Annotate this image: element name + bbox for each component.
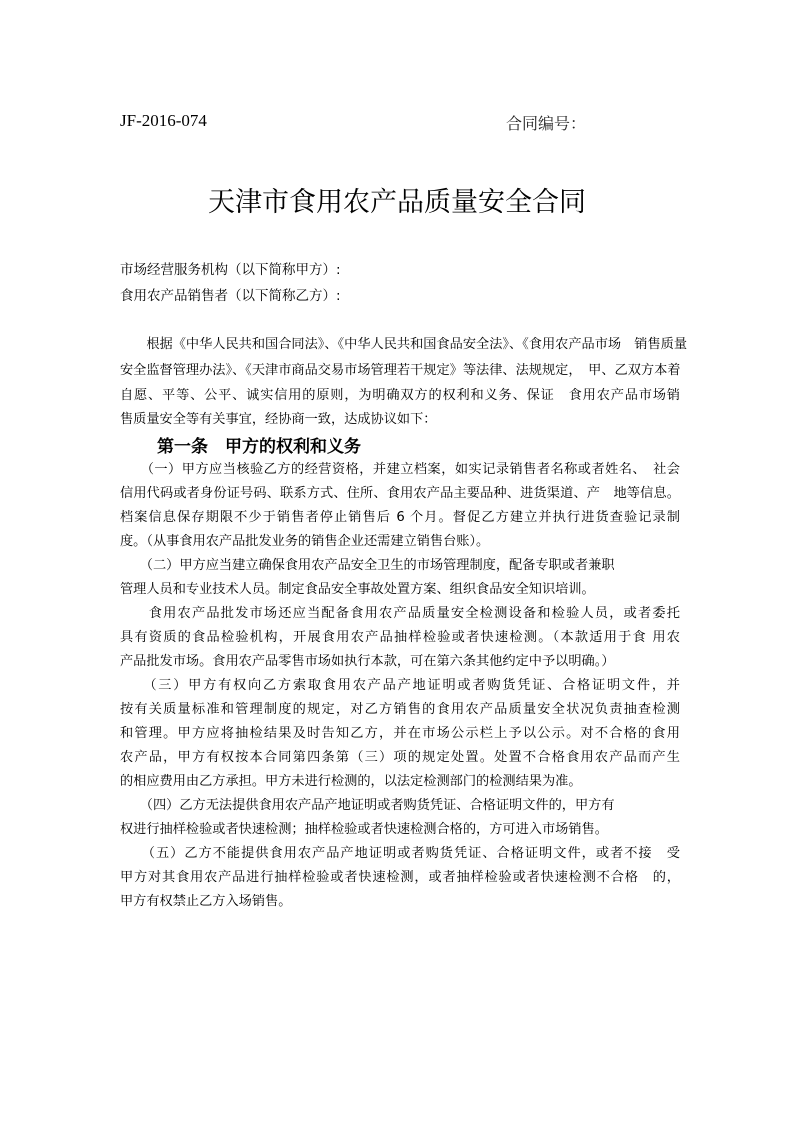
article-heading: 第一条 甲方的权利和义务: [157, 437, 361, 457]
article-line: 权进行抽样检验或者快速检测；抽样检验或者快速检测合格的，方可进入市场销售。: [120, 822, 608, 837]
article-line: 度。（从事食用农产品批发业务的销售企业还需建立销售台账）。: [120, 534, 490, 549]
article-line: 食用农产品批发市场还应当配备食用农产品质量安全检测设备和检验人员，或者委托: [120, 606, 680, 621]
preamble-line: 根据《中华人民共和国合同法》、《中华人民共和国食品安全法》、《食用农产品市场 销售质量: [120, 337, 688, 352]
preamble-line: 安全监督管理办法》、《天津市商品交易市场管理若干规定》等法律、法规规定， 甲、乙双方本着: [120, 363, 681, 378]
article-line: 甲方对其食用农产品进行抽样检验或者快速检测，或者抽样检验或者快速检测不合格 的，: [120, 870, 680, 885]
article-line: 农产品，甲方有权按本合同第四条第（三）项的规定处置。处置不合格食用农产品而产生: [120, 750, 680, 765]
article-line: 管理人员和专业技术人员。制定食品安全事故处置方案、组织食品安全知识培训。: [120, 582, 595, 597]
party-a-line: 市场经营服务机构（以下简称甲方）:: [120, 262, 341, 278]
article-line: （二）甲方应当建立确保食用农产品安全卫生的市场管理制度，配备专职或者兼职: [120, 558, 615, 573]
article-line: 和管理。甲方应将抽检结果及时告知乙方，并在市场公示栏上予以公示。对不合格的食用: [120, 726, 680, 741]
article-line: 信用代码或者身份证号码、联系方式、住所、食用农产品主要品种、进货渠道、产 地等信息。: [120, 486, 680, 501]
article-line: 产品批发市场。食用农产品零售市场如执行本款，可在第六条其他约定中予以明确。）: [120, 654, 615, 669]
article-line: 的相应费用由乙方承担。甲方未进行检测的，以法定检测部门的检测结果为准。: [120, 774, 582, 789]
document-code: JF-2016-074: [120, 111, 207, 130]
article-line: 具有资质的食品检验机构，开展食用农产品抽样检验或者快速检测。（本款适用于食 用农: [120, 630, 680, 645]
preamble-line: 售质量安全等有关事宜，经协商一致，达成协议如下：: [120, 412, 437, 427]
article-line: （四）乙方无法提供食用农产品产地证明或者购货凭证、合格证明文件的，甲方有: [120, 798, 615, 813]
article-line: （一）甲方应当核验乙方的经营资格，并建立档案，如实记录销售者名称或者姓名、 社会: [120, 462, 680, 477]
document-title: 天津市食用农产品质量安全合同: [208, 187, 586, 218]
article-line: 按有关质量标准和管理制度的规定，对乙方销售的食用农产品质量安全状况负责抽查检测: [120, 702, 680, 717]
article-line: 甲方有权禁止乙方入场销售。: [120, 894, 292, 909]
article-line: （五）乙方不能提供食用农产品产地证明或者购货凭证、合格证明文件，或者不接 受: [120, 846, 680, 861]
preamble-line: 自愿、平等、公平、诚实信用的原则，为明确双方的权利和义务、保证 食用农产品市场销: [120, 388, 680, 403]
article-line: （三）甲方有权向乙方索取食用农产品产地证明或者购货凭证、合格证明文件，并: [120, 678, 680, 693]
party-b-line: 食用农产品销售者（以下简称乙方）:: [120, 288, 341, 304]
article-line: 档案信息保存期限不少于销售者停止销售后 6 个月。督促乙方建立并执行进货查验记录制: [120, 510, 680, 525]
contract-number-label: 合同编号：: [506, 114, 587, 133]
